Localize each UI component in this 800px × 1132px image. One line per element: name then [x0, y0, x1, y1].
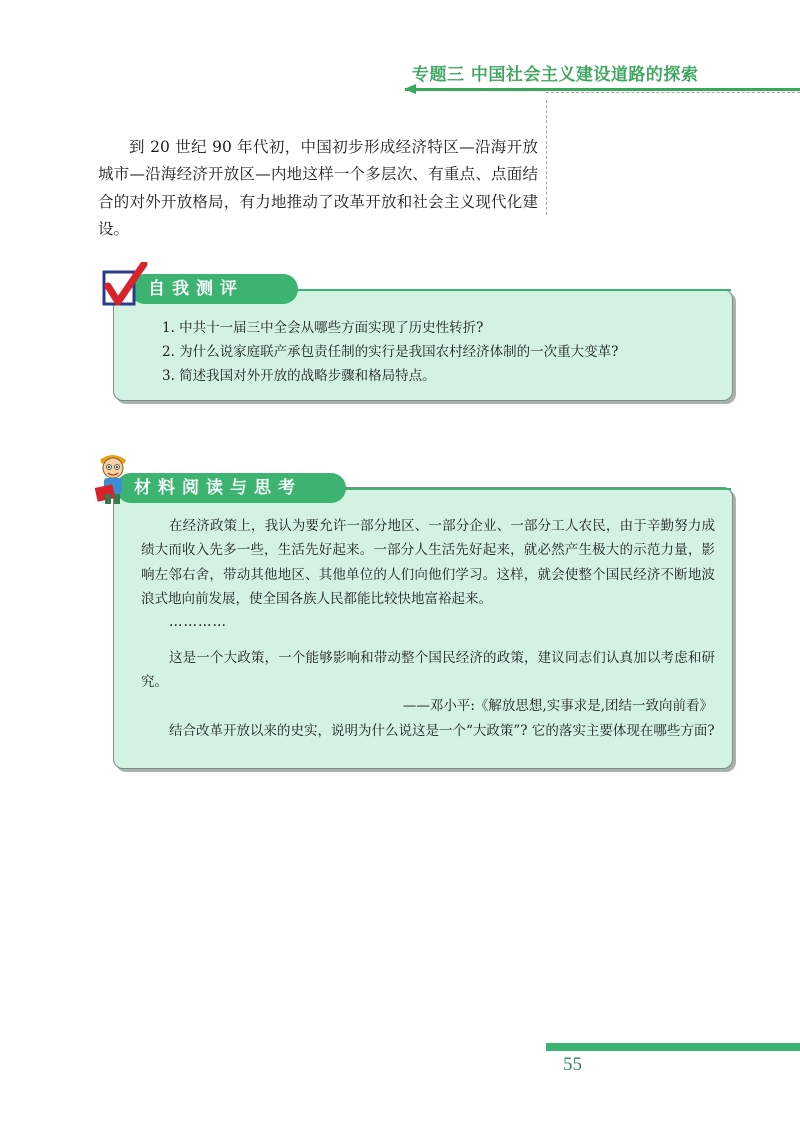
reading-source: ——邓小平:《解放思想,实事求是,团结一致向前看》 — [402, 698, 713, 715]
dashed-divider-horizontal — [546, 92, 800, 93]
question-item: 2. 为什么说家庭联产承包责任制的实行是我国农村经济体制的一次重大变革? — [162, 344, 619, 360]
reading-spacer — [141, 634, 715, 646]
page-number: 55 — [563, 1054, 582, 1075]
reading-kid-icon — [92, 450, 134, 506]
self-assessment-title: 自我测评 — [130, 274, 298, 304]
reading-paragraph: 在经济政策上，我认为要允许一部分地区、一部分企业、一部分工人农民，由于辛勤努力成绩大而收入先多一些，生活先好起来。一部分人生活先好起来，就必然产生极大的示范力量，影响左邻右舍，带动其他地区、其他单位的人们向他们学习。这样，就会使整个国民经济不断地波浪式地向前发展，使全国各族人民都能比较快地富裕起来。 — [141, 518, 715, 608]
header-rule — [405, 88, 800, 91]
reading-ellipsis: ………… — [169, 613, 227, 630]
reading-paragraph: 这是一个大政策，一个能够影响和带动整个国民经济的政策，建议同志们认真加以考虑和研究。 — [141, 649, 715, 691]
self-assessment-tab-line — [295, 289, 731, 291]
reading-content — [141, 514, 715, 743]
reading-question: 结合改革开放以来的史实，说明为什么说这是一个“大政策”? 它的落实主要体现在哪些方面? — [169, 722, 715, 739]
intro-paragraph: 到 20 世纪 90 年代初，中国初步形成经济特区—沿海开放城市—沿海经济开放区—内地这样一个多层次、有重点、点面结合的对外开放格局，有力地推动了改革开放和社会主义现代化建设。 — [98, 137, 538, 239]
reading-tab-line — [343, 488, 731, 490]
chapter-header-title: 专题三 中国社会主义建设道路的探索 — [412, 65, 699, 85]
question-item: 1. 中共十一届三中全会从哪些方面实现了历史性转折? — [162, 320, 484, 336]
question-item: 3. 简述我国对外开放的战略步骤和格局特点。 — [162, 368, 436, 384]
dashed-divider-vertical — [546, 100, 547, 215]
reading-title: 材料阅读与思考 — [116, 473, 346, 503]
self-assessment-question-list — [162, 316, 618, 388]
checkmark-icon — [100, 262, 148, 312]
footer-bar — [546, 1043, 800, 1051]
